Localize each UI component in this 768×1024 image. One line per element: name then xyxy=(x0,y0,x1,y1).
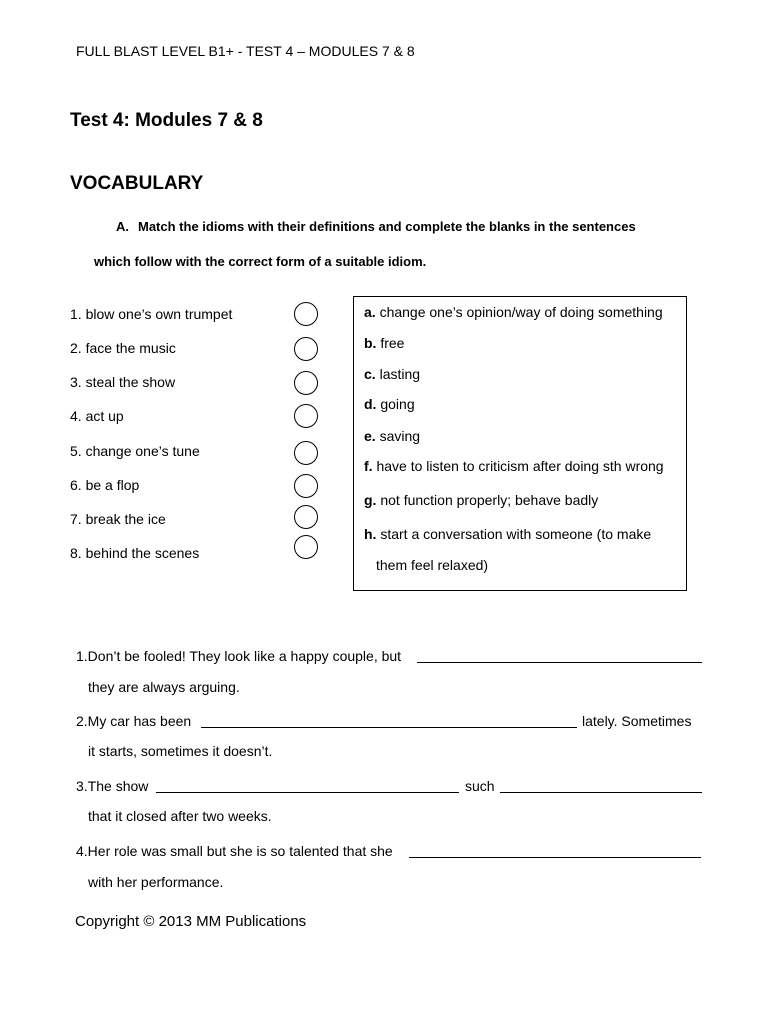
definition-item: d. going xyxy=(364,396,415,412)
test-title: Test 4: Modules 7 & 8 xyxy=(70,110,263,131)
copyright-footer: Copyright © 2013 MM Publications xyxy=(75,913,307,930)
definition-item: a. change one’s opinion/way of doing something xyxy=(364,304,663,320)
instruction-letter: A. xyxy=(116,219,129,234)
answer-circle-1[interactable] xyxy=(294,302,318,326)
idiom-item: 5. change one’s tune xyxy=(70,443,200,459)
answer-circle-4[interactable] xyxy=(294,404,318,428)
sentence-2-start: 2.My car has been xyxy=(76,713,192,729)
answer-circle-3[interactable] xyxy=(294,371,318,395)
definition-item: f. have to listen to criticism after doing sth wrong xyxy=(364,458,664,474)
idiom-item: 3. steal the show xyxy=(70,374,176,390)
sentence-1-start: 1.Don’t be fooled! They look like a happy couple, but xyxy=(76,648,402,664)
idiom-item: 2. face the music xyxy=(70,340,176,356)
definition-item: c. lasting xyxy=(364,366,421,382)
instruction-line2: which follow with the correct form of a suitable idiom. xyxy=(94,254,427,269)
blank-2[interactable] xyxy=(201,727,577,728)
instruction-line1: Match the idioms with their definitions and complete the blanks in the sentences xyxy=(138,219,636,234)
idiom-item: 7. break the ice xyxy=(70,511,166,527)
sentence-4-end: with her performance. xyxy=(88,874,224,890)
idiom-item: 8. behind the scenes xyxy=(70,545,200,561)
definition-item: b. free xyxy=(364,335,405,351)
answer-circle-8[interactable] xyxy=(294,535,318,559)
page-header: FULL BLAST LEVEL B1+ - TEST 4 – MODULES 7 & 8 xyxy=(76,43,415,59)
idiom-item: 6. be a flop xyxy=(70,477,140,493)
definition-item: h. start a conversation with someone (to make xyxy=(364,526,652,542)
answer-circle-6[interactable] xyxy=(294,474,318,498)
answer-circle-2[interactable] xyxy=(294,337,318,361)
sentence-2-mid: lately. Sometimes xyxy=(582,713,692,729)
blank-4[interactable] xyxy=(409,857,701,858)
section-heading: VOCABULARY xyxy=(70,173,204,194)
sentence-2-end: it starts, sometimes it doesn’t. xyxy=(88,743,273,759)
definitions-box xyxy=(353,296,687,591)
answer-circle-7[interactable] xyxy=(294,505,318,529)
sentence-3-end: that it closed after two weeks. xyxy=(88,808,272,824)
sentence-3-mid: such xyxy=(465,778,495,794)
blank-3b[interactable] xyxy=(500,792,702,793)
sentence-3-start: 3.The show xyxy=(76,778,149,794)
definition-item-continued: them feel relaxed) xyxy=(376,557,489,573)
blank-1[interactable] xyxy=(417,662,702,663)
idiom-item: 1. blow one’s own trumpet xyxy=(70,306,233,322)
blank-3a[interactable] xyxy=(156,792,459,793)
sentence-1-end: they are always arguing. xyxy=(88,679,240,695)
definition-item: e. saving xyxy=(364,428,421,444)
answer-circle-5[interactable] xyxy=(294,441,318,465)
idiom-item: 4. act up xyxy=(70,408,124,424)
sentence-4-start: 4.Her role was small but she is so talented that she xyxy=(76,843,393,859)
definition-item: g. not function properly; behave badly xyxy=(364,492,599,508)
